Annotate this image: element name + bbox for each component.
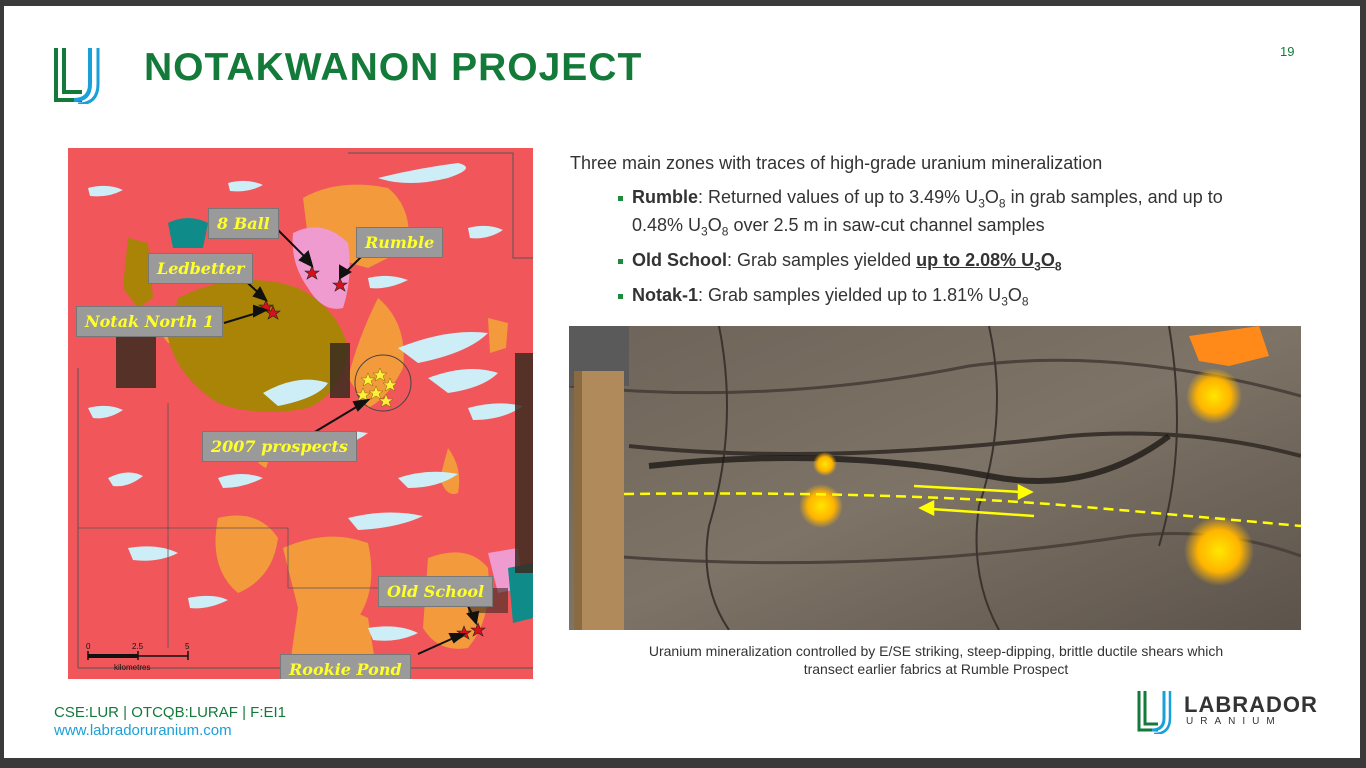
map-label-8-ball: 8 Ball [208,208,279,239]
old-school-grade: up to 2.08% $U_3O_8$ [916,250,1062,274]
bullet-rumble-line2: 0.48% $U_3O_8$ over 2.5 m in saw-cut channel samples [632,215,1045,239]
bullet-old-school-name: Old School [632,250,728,270]
map-label-rumble: Rumble [356,227,443,258]
scale-unit: kilometres [114,663,151,672]
brand-logo-icon [1136,688,1178,734]
bullet-marker-rumble [618,196,623,201]
intro-text: Three main zones with traces of high-grade uranium mineralization [570,153,1103,173]
bullet-rumble: Rumble: Returned values of up to 3.49% $U_3O_8$ in grab samples, and up to [632,187,1223,211]
outcrop-photo [569,326,1301,630]
bullet-old-school: Old School: Grab samples yielded up to 2.08% $U_3O_8$ [632,250,1062,274]
page-title: NOTAKWANON PROJECT [144,46,643,89]
bullet-rumble-name: Rumble [632,187,699,207]
brand-name-top: LABRADOR [1184,692,1318,717]
stock-tickers: CSE:LUR | OTCQB:LURAF | F:EI1 [54,704,287,721]
bullet-marker-notak-1 [618,294,623,299]
company-logo-icon [52,44,110,104]
map-label-ledbetter: Ledbetter [148,253,253,284]
outcrop-photo-graphic [569,326,1301,630]
geology-map [68,148,533,679]
bullet-marker-old-school [618,259,623,264]
bullet-notak-1-name: Notak-1 [632,285,699,305]
photo-caption: Uranium mineralization controlled by E/SE striking, steep-dipping, brittle ductile shears which transect earlier fabrics at Rumble Prospect [648,643,1224,677]
bullet-notak-1: Notak-1: Grab samples yielded up to 1.81% $U_3O_8$ [632,285,1029,309]
scale-tick-1: 2.5 [132,642,144,651]
scale-tick-0: 0 [86,642,91,651]
website-link[interactable]: www.labradoruranium.com [54,722,232,739]
page-number: 19 [1280,44,1295,59]
map-label-2007-prospects: 2007 prospects [202,431,357,462]
map-label-old-school: Old School [378,576,493,607]
scale-tick-2: 5 [185,642,190,651]
slide [4,6,1360,758]
map-label-rookie-pond: Rookie Pond [280,654,411,679]
brand-name-bottom: URANIUM [1186,716,1282,727]
map-label-notak-north-1: Notak North 1 [76,306,223,337]
